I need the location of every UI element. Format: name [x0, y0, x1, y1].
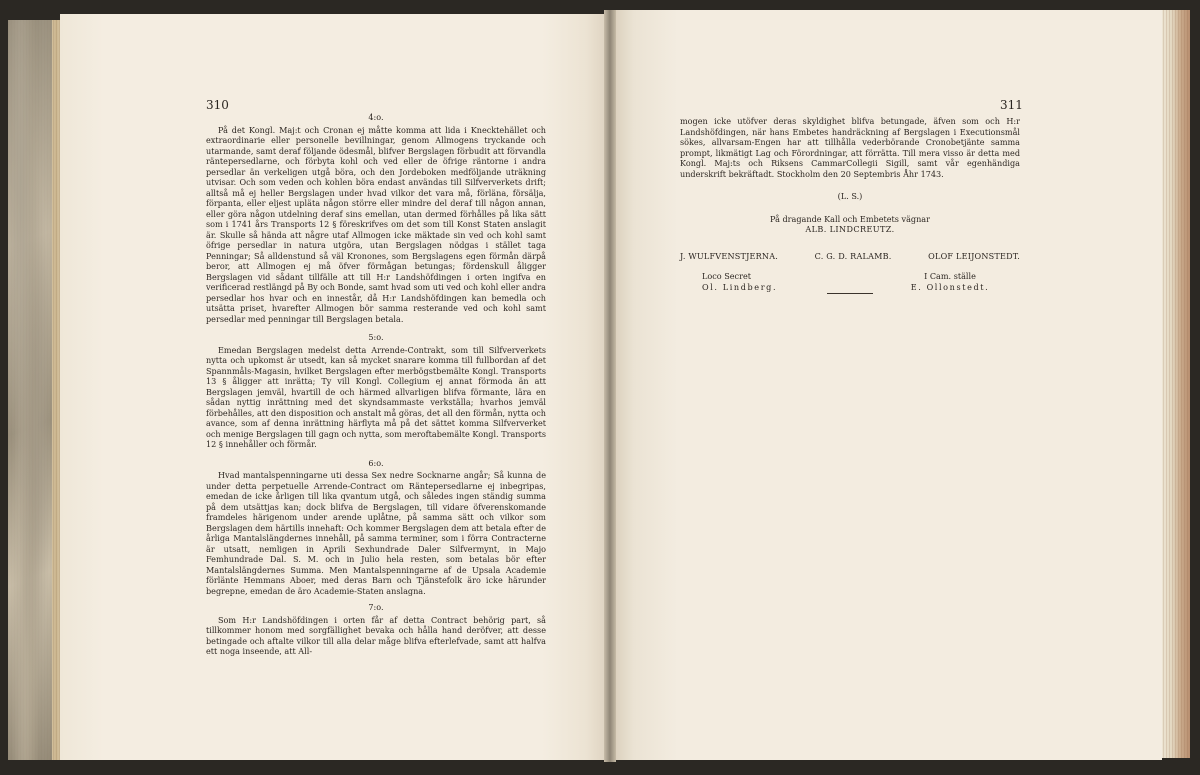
secretary-title: I Cam. ställe [924, 271, 976, 281]
secretary-signatures [680, 271, 1020, 292]
right-page-stack-edge [1160, 10, 1190, 758]
section-heading-7: 7:o. [368, 602, 384, 612]
secretary-name: E. Ollonstedt. [910, 281, 990, 292]
section-text-6: Hvad mantalspenningarne uti dessa Sex nedre Socknarne angår; Så kunna de under detta perpetuelle Arrende-Contract om Räntepersedlarne ej inbegripas, emedan de icke årligen till lika qvantum utgå, och således ingen ständig summa på dem utsättjas kan; dock blifva de Bergslagen, till vidare öfverenskomande framdeles härigenom under arende uplåtne, på samma sätt och vilkor som Bergslagen dem härtills innehaft: Och kommer Bergslagen dem att betala efter de årliga Mantalslängdernes innehåll, på samma terminer, som i förra Contracterne är utsatt, nemligen in Aprili Sexhundrade Daler Silfvermynt, in Majo Femhundrade Dal. S. M. och in Julio hela resten, som betalas bör efter Mantalslängdernes Summa. Men Mantalspenningarne af de Upsala Academie förlänte Hemmans Aboer, med deras Barn och Tjänstefolk äro icke härunder begrepne, emedan de äro Academie-Staten anslagna. [206, 470, 546, 596]
signature-leijonstedt: OLOF LEIJONSTEDT. [928, 250, 1020, 261]
seal-mark: (L. S.) [837, 191, 863, 201]
right-page-body [680, 116, 1020, 292]
section-text-7: Som H:r Landshöfdingen i orten får af detta Contract behörig part, så tillkommer honom med sorgfällighet bevaka och hålla hand deröfver, att desse betingade och aftalte vilkor till alla delar måge blifva efterlefvade, samt att halfva ett noga inseende, att All- [206, 614, 546, 656]
right-page-number: 311 [1000, 98, 1023, 112]
closing-text: mogen icke utöfver deras skyldighet blifva betungade, äfven som och H:r Landshöfdingen, när hans Embetes handräckning af Bergslagen i Executionsmål sökes, allvarsam-Engen har att tillhålla vederbörande Cronobetjänte samma prompt, likmätigt Lag och Förordningar, att förrätta. Till mera visso är detta med Kongl. Maj:ts och Riksens CammarCollegii Sigill, samt vår egenhändiga underskrift bekräftadt. Stockholm den 20 Septembris Åhr 1743. [680, 116, 1020, 179]
signature-line [680, 251, 1020, 262]
signature-ralamb: C. G. D. RALAMB. [814, 250, 892, 261]
marbled-cover-edge [8, 20, 52, 760]
signature-wulfvenstjerna: J. WULFVENSTJERNA. [680, 250, 779, 261]
section-heading-5: 5:o. [368, 332, 384, 342]
left-page-number: 310 [206, 98, 229, 112]
section-heading-6: 6:o. [368, 457, 384, 468]
section-heading-4: 4:o. [368, 112, 384, 122]
chief-signature: ALB. LINDCREUTZ. [805, 224, 895, 234]
end-rule [827, 293, 873, 294]
secretary-lindberg [680, 271, 842, 292]
left-page-body [206, 112, 546, 657]
faint-offprint-mark [929, 402, 991, 432]
section-text-5: Emedan Bergslagen medelst detta Arrende-Contrakt, som till Silfververkets nytta och upkomst är utsedt, kan så mycket snarare komma till fullbordan af det Spannmåls-Magasin, hvilket Bergslagen efter merbögstbemälte Kongl. Transports 13 § åligger att inrätta; Ty vill Kongl. Collegium ej annat förmoda än att Bergslagen jemväl, hvartill de och härmed allvarligen blifva förmante, lära en sådan nyttig inrättning med det skyndsammaste verkställa; hvarhos jemväl förbehålles, att den disposition och anstalt må göras, det all den förmån, nytta och avance, som af denna inrättning härflyta må på det sättet komma Silfververket och menige Bergslagen till gagn och nytta, som meroftabemälte Kongl. Transports 12 § innehåller och förmår. [206, 344, 546, 449]
section-text-4: På det Kongl. Maj:t och Cronan ej måtte komma att lida i Knecktehället och extraordinarie eller personelle bevillningar, genom Allmogens tryckande och utarmande, samt deraf följande ödesmål, blifver Bergslagen förbudit att förvandla räntepersedlarne, och förbyta kohl och ved eller de öfrige räntorne i andra persedlar än verkeligen utgå böra, och den Jordeboken medföljande uträkning utvisar. Och som veden och kohlen böra endast användas till Silfververkets drift; alltså må ej heller Bergslagen under hvad vilkor det vara må, förläna, försälja, förpanta, eller eljest upläta någon större eller mindre del deraf till någon annan, eller göra någon utdelning deraf sins emellan, utan dermed förhålles på lika sätt som i 1741 års Transports 12 § föreskrifves om det som till Konst Staten anslagit är. Skulle så hända att någre utaf Allmogen icke mäktade sin ved och kohl samt öfrige persedlar in natura utgöra, utan Bergslagen nödgas i stället taga Penningar; Så alldenstund så väl Kronones, som Bergslagens egen förmån därpå beror, att Allmogen ej må öfver förmågan betungas; fördenskull åligger Bergslagen vid sådant tillfälle att till H:r Landshöfdingen i orten ingifva en verificerad restlängd på By och Bonde, samt hvad som uti ved och kohl eller andra persedlar hos hvar och en innestår, då H:r Landshöfdingen kan bemedla och utsätta priset, hvarefter Allmogen bör samma resterande ved och kohl samt persedlar med penningar till Bergslagen betala. [206, 124, 546, 324]
secretary-ollonstedt [880, 271, 1020, 292]
by-order-line: På dragande Kall och Embetets vägnar [770, 213, 930, 224]
secretary-title: Loco Secret [702, 271, 752, 281]
book-gutter [604, 10, 616, 762]
secretary-name: Ol. Lindberg. [702, 281, 778, 292]
